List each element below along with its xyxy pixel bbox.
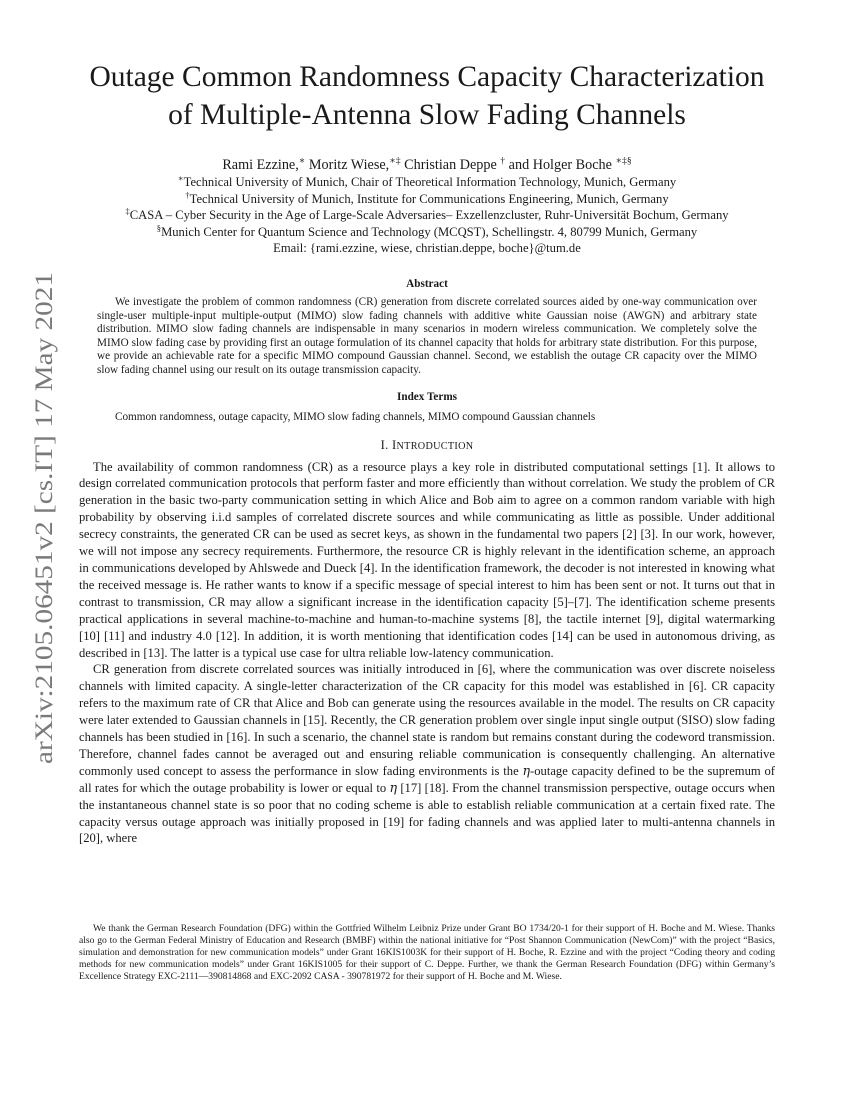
author-email: Email: {rami.ezzine, wiese, christian.deppe, boche}@tum.de: [273, 241, 581, 256]
affiliation: [79, 224, 775, 241]
author-mark: ∗: [298, 155, 306, 167]
paper-title: Outage Common Randomness Capacity Characterization of Multiple-Antenna Slow Fading Channels: [89, 61, 765, 131]
abstract-heading: Abstract: [406, 277, 448, 290]
section-numeral: I.: [380, 437, 393, 452]
arxiv-identifier: arXiv:2105.06451v2 [cs.IT] 17 May 2021: [29, 334, 58, 764]
index-terms-text: Common randomness, outage capacity, MIMO slow fading channels, MIMO compound Gaussian channels: [115, 410, 596, 423]
body-paragraph: The availability of common randomness (CR) as a resource plays a key role in distributed computational settings [1]. It allows to design correlated communication protocols that perform faster and more efficiently than without correlation. We study the problem of CR generation in the basic two-party communication setting in which Alice and Bob aim to agree on a common random variable with high probability by observing i.i.d samples of correlated discrete sources and while communicating as little as possible. Under additional secrecy constraints, the generated CR can be used as secret keys, as shown in the fundamental two papers [2] [3]. In our work, however, we will not impose any secrecy requirements. Furthermore, the resource CR is highly relevant in the identification scheme, an approach in communications developed by Ahlswede and Dueck [4]. In the identification framework, the decoder is not interested in knowing what the received message is. He rather wants to know if a specific message of special interest to him has been sent or not. It turns out that in contrast to transmission, CR may allow a significant increase in the identification capacity [5]–[7]. The identification scheme presents practical applications in several machine-to-machine and human-to-machine systems [8], the tactile internet [9], digital watermarking [10] [11] and industry 4.0 [12]. In addition, it is worth mentioning that identification codes [14] can be used in autonomous driving, as described in [13]. The latter is a typical use case for ultra reliable low-latency communication.: [79, 459, 775, 660]
author-name: and Holger Boche: [505, 157, 616, 173]
author-mark: ∗‡: [389, 155, 401, 167]
funding-footnote: We thank the German Research Foundation (DFG) within the Gottfried Wilhelm Leibniz Prize under Grant BO 1734/20-1 for their support of H. Boche and M. Wiese. Thanks also go to the German Federal Ministry of Education and Research (BMBF) within the national initiative for “Post Shannon Communication (NewCom)” with the project “Basics, simulation and demonstration for new communication models” under Grant 16KIS1003K for their support of H. Boche, R. Ezzine and with the project “Coding theory and coding methods for new communication models” under Grant 16KIS1005 for their support of C. Deppe. Further, we thank the German Research Foundation (DFG) within Germany’s Excellence Strategy EXC-2111—390814868 and EXC-2092 CASA - 390781972 for their support of H. Boche and M. Wiese.: [79, 923, 775, 982]
paper-page: [79, 58, 775, 847]
affiliation-text: CASA – Cyber Security in the Age of Large-Scale Adversaries– Exzellenzcluster, Ruhr-Universität Bochum, Germany: [129, 208, 729, 223]
affiliation: [79, 207, 775, 224]
author-mark: ∗‡§: [615, 155, 632, 167]
index-terms-heading: Index Terms: [397, 390, 457, 403]
author-mark: †: [500, 155, 506, 167]
affiliation: [79, 191, 775, 208]
author-list: [79, 156, 775, 174]
arxiv-stamp: [8, 268, 68, 768]
affiliation-mark: †: [185, 189, 190, 200]
affiliation-mark: ‡: [125, 206, 130, 216]
eta-symbol: η: [389, 779, 398, 795]
author-name: Rami Ezzine,: [222, 157, 299, 173]
section-initial: I: [392, 437, 397, 452]
author-name: Moritz Wiese,: [305, 157, 390, 173]
body-paragraph: [79, 661, 775, 847]
affiliation: [79, 174, 775, 191]
paragraph-text: -outage capacity defined to be the supremum of all rates for which the outage probability is lower or equal to: [79, 763, 776, 795]
section-heading: [79, 437, 775, 455]
section-title-rest: NTRODUCTION: [396, 440, 474, 452]
affiliation-mark: ∗: [177, 172, 184, 183]
paragraph-text: [17] [18]. From the channel transmission perspective, outage occurs when the instantaneous channel state is so poor that no coding scheme is able to establish reliable communication at a certain fixed rate. The capacity versus outage approach was initially proposed in [19] for fading channels and was applied later to multi-antenna channels in [20], where: [79, 780, 775, 846]
affiliation-text: Technical University of Munich, Chair of Theoretical Information Technology, Munich, Germany: [183, 175, 677, 189]
abstract-text: We investigate the problem of common randomness (CR) generation from discrete correlated sources aided by one-way communication over single-user multiple-input multiple-output (MIMO) slow fading channels with additive white Gaussian noise (AWGN) and arbitrary state distribution. MIMO slow fading channels are indispensable in many scenarios in modern wireless communication. We completely solve the MIMO slow fading case by providing first an outage formulation of its channel capacity that holds for arbitrary state distribution. For this purpose, we provide an achievable rate for a specific MIMO compound Gaussian channel. Second, we establish the outage CR capacity over the MIMO slow fading channel using our result on its outage transmission capacity.: [97, 295, 757, 376]
eta-symbol: η: [522, 762, 531, 778]
affiliation-mark: §: [156, 222, 162, 233]
author-name: Christian Deppe: [400, 157, 501, 173]
affiliation-text: Technical University of Munich, Institute for Communications Engineering, Munich, Germany: [189, 191, 669, 206]
affiliation-text: Munich Center for Quantum Science and Technology (MCQST), Schellingstr. 4, 80799 Munich, Germany: [161, 224, 698, 239]
paragraph-text: CR generation from discrete correlated sources was initially introduced in [6], where the communication was over discrete noiseless channels with limited capacity. A single-letter characterization of the CR capacity for this model was established in [6]. CR capacity refers to the maximum rate of CR that Alice and Bob can generate using the resources available in the model. The results on CR capacity were later extended to Gaussian channels in [15]. Recently, the CR generation problem over single input single output (SISO) slow fading channels has been studied in [16]. In such a scenario, the channel state is random but remains constant during the codeword transmission. Therefore, channel fades cannot be averaged out and ensuring reliable communication is consequently challenging. An alternative commonly used concept to assess the performance in slow fading environments is the: [79, 662, 775, 778]
